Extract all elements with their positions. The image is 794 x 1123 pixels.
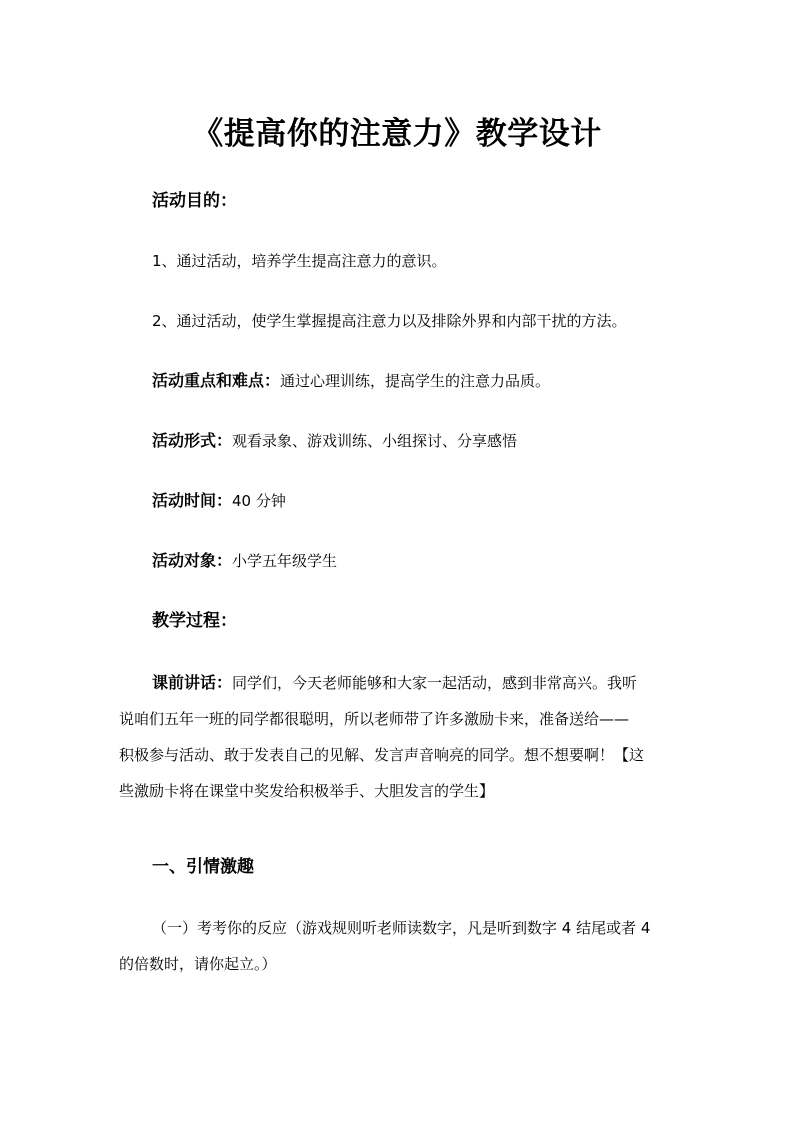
field-label: 活动形式： bbox=[152, 431, 233, 450]
pretalk-label: 课前讲话： bbox=[152, 673, 233, 692]
field-value: 40 分钟 bbox=[232, 492, 286, 510]
field-label: 活动重点和难点： bbox=[152, 371, 281, 390]
field-value: 通过心理训练，提高学生的注意力品质。 bbox=[280, 372, 551, 390]
section-1-paragraph bbox=[119, 910, 679, 982]
section-1-line-2: 的倍数时，请你起立。） bbox=[119, 955, 277, 973]
field-focus-difficulty bbox=[152, 370, 550, 392]
objective-item-1: 1、通过活动，培养学生提高注意力的意识。 bbox=[152, 252, 447, 270]
process-heading: 教学过程： bbox=[152, 611, 237, 631]
field-value: 观看录象、游戏训练、小组探讨、分享感悟 bbox=[232, 432, 518, 450]
field-label: 活动对象： bbox=[152, 551, 233, 570]
pretalk-text: 同学们，今天老师能够和大家一起活动，感到非常高兴。我听 bbox=[232, 674, 638, 692]
field-label: 活动时间： bbox=[152, 491, 233, 510]
objective-heading: 活动目的： bbox=[152, 191, 237, 211]
pretalk-line-4: 些激励卡将在课堂中奖发给积极举手、大胆发言的学生】 bbox=[119, 782, 495, 800]
field-format bbox=[152, 430, 517, 452]
field-duration bbox=[152, 490, 286, 512]
pretalk-line-2: 说咱们五年一班的同学都很聪明，所以老师带了许多激励卡来，准备送给—— bbox=[119, 710, 630, 728]
pretalk-line-3: 积极参与活动、敢于发表自己的见解、发言声音响亮的同学。想不想要啊！【这 bbox=[119, 746, 645, 764]
section-1-heading: 一、引情激趣 bbox=[152, 857, 254, 877]
pretalk-paragraph bbox=[119, 665, 679, 809]
field-audience bbox=[152, 550, 337, 572]
section-1-line-1: （一）考考你的反应（游戏规则听老师读数字，凡是听到数字 4 结尾或者 4 bbox=[152, 919, 651, 937]
field-value: 小学五年级学生 bbox=[232, 552, 338, 570]
objective-item-2: 2、通过活动，使学生掌握提高注意力以及排除外界和内部干扰的方法。 bbox=[152, 312, 627, 330]
pretalk-line-1 bbox=[119, 665, 679, 701]
document-title: 《提高你的注意力》教学设计 bbox=[192, 116, 602, 152]
